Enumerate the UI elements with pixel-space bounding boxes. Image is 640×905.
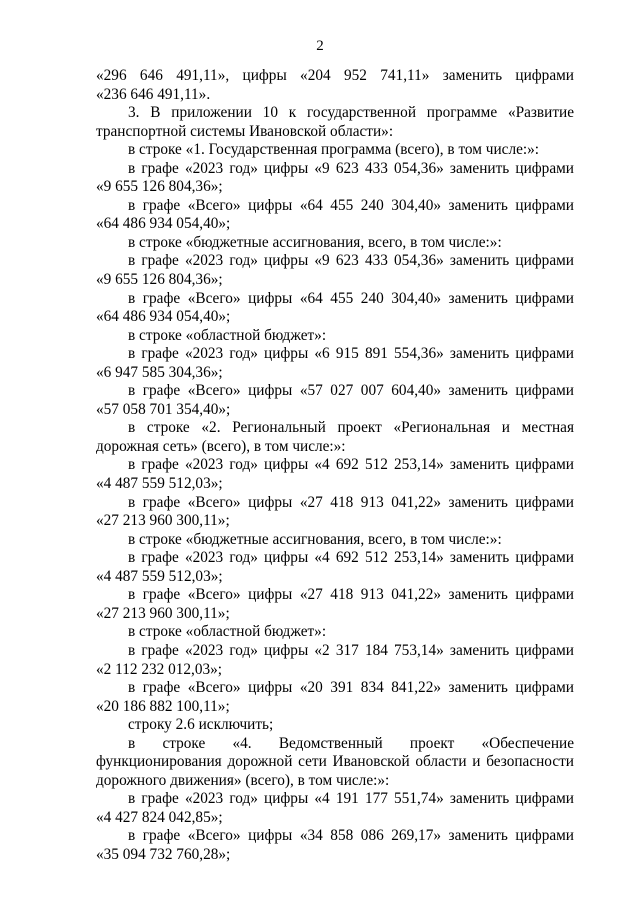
page-number: 2 xyxy=(316,38,324,54)
text-line: «236 646 491,11». xyxy=(96,85,211,103)
text-line: «4 487 559 512,03»; xyxy=(96,567,223,585)
text-line: дорожного движения» (всего), в том числе:»: xyxy=(96,771,390,789)
text-line: в строке «бюджетные ассигнования, всего, в том числе:»: xyxy=(128,530,502,548)
text-line: в строке «областной бюджет»: xyxy=(128,623,327,641)
text-line: в графе «2023 год» цифры «9 623 433 054,36» заменить цифрами xyxy=(128,252,574,270)
text-line: в графе «2023 год» цифры «6 915 891 554,36» заменить цифрами xyxy=(128,345,574,363)
text-line: в строке «бюджетные ассигнования, всего, в том числе:»: xyxy=(128,233,502,251)
text-line: «57 058 701 354,40»; xyxy=(96,400,231,418)
text-line: в строке «областной бюджет»: xyxy=(128,326,327,344)
text-line: дорожная сеть» (всего), в том числе:»: xyxy=(96,437,346,455)
text-line: в графе «Всего» цифры «64 455 240 304,40» заменить цифрами xyxy=(128,289,574,307)
text-line: строку 2.6 исключить; xyxy=(128,716,274,734)
document-body xyxy=(96,67,574,865)
text-line: в графе «2023 год» цифры «4 191 177 551,74» заменить цифрами xyxy=(128,790,574,808)
text-line: в строке «4. Ведомственный проект «Обеспечение xyxy=(128,734,574,752)
text-line: «9 655 126 804,36»; xyxy=(96,271,223,289)
text-line: в графе «2023 год» цифры «9 623 433 054,36» заменить цифрами xyxy=(128,159,574,177)
text-line: 3. В приложении 10 к государственной программе «Развитие xyxy=(128,104,574,122)
text-line: в графе «Всего» цифры «27 418 913 041,22» заменить цифрами xyxy=(128,586,574,604)
text-line: в графе «Всего» цифры «27 418 913 041,22» заменить цифрами xyxy=(128,493,574,511)
text-line: в строке «2. Региональный проект «Региональная и местная xyxy=(128,419,574,437)
text-line: «4 487 559 512,03»; xyxy=(96,475,223,493)
text-line: транспортной системы Ивановской области»: xyxy=(96,122,394,140)
text-line: «4 427 824 042,85»; xyxy=(96,808,223,826)
text-line: в графе «Всего» цифры «20 391 834 841,22» заменить цифрами xyxy=(128,679,574,697)
text-line: в графе «2023 год» цифры «2 317 184 753,14» заменить цифрами xyxy=(128,641,574,659)
text-line: «64 486 934 054,40»; xyxy=(96,215,231,233)
text-line: в графе «Всего» цифры «57 027 007 604,40» заменить цифрами xyxy=(128,382,574,400)
text-line: в графе «2023 год» цифры «4 692 512 253,14» заменить цифрами xyxy=(128,549,574,567)
text-line: «27 213 960 300,11»; xyxy=(96,512,230,530)
text-line: «35 094 732 760,28»; xyxy=(96,845,231,863)
text-line: «2 112 232 012,03»; xyxy=(96,660,223,678)
text-line: «20 186 882 100,11»; xyxy=(96,697,230,715)
text-line: в строке «1. Государственная программа (всего), в том числе:»: xyxy=(128,141,540,159)
text-line: функционирования дорожной сети Ивановской области и безопасности xyxy=(96,753,574,771)
text-line: в графе «Всего» цифры «34 858 086 269,17» заменить цифрами xyxy=(128,827,574,845)
text-line: «296 646 491,11», цифры «204 952 741,11» заменить цифрами xyxy=(96,67,574,84)
text-line: в графе «Всего» цифры «64 455 240 304,40» заменить цифрами xyxy=(128,196,574,214)
text-line: «64 486 934 054,40»; xyxy=(96,308,231,326)
text-line: «27 213 960 300,11»; xyxy=(96,604,230,622)
text-line: «6 947 585 304,36»; xyxy=(96,363,223,381)
text-line: в графе «2023 год» цифры «4 692 512 253,14» заменить цифрами xyxy=(128,456,574,474)
text-line: «9 655 126 804,36»; xyxy=(96,178,223,196)
